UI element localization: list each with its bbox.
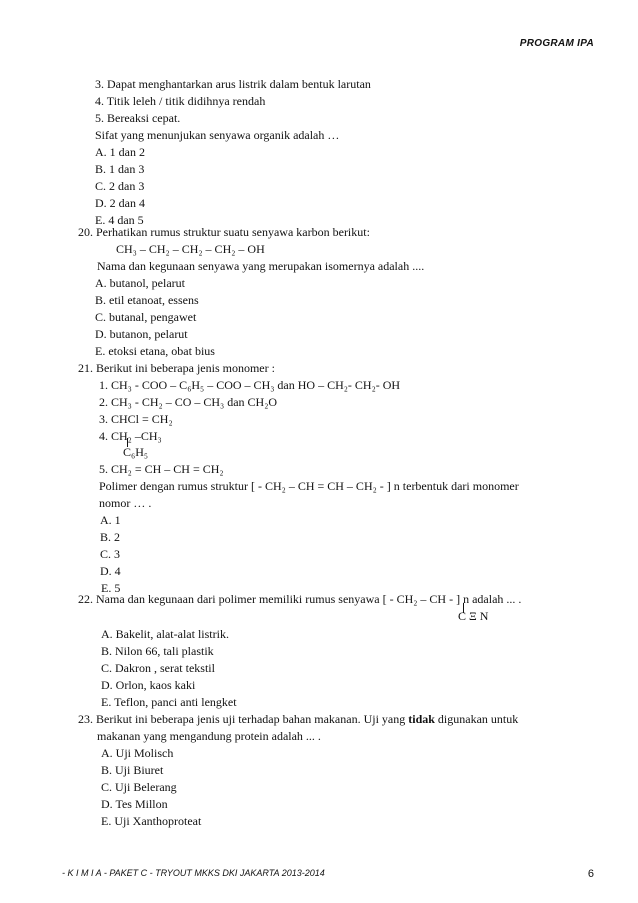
- q20-option-b: B. etil etanoat, essens: [95, 293, 199, 307]
- q21-monomer-4-branch: C₆H₅: [123, 445, 149, 459]
- q23-option-e: E. Uji Xanthoproteat: [101, 814, 202, 828]
- page-footer: [62, 868, 594, 878]
- q20-option-e: E. etoksi etana, obat bius: [95, 344, 215, 358]
- q23-stem-part-2: digunakan untuk: [434, 712, 519, 726]
- q23-option-b: B. Uji Biuret: [101, 763, 164, 777]
- q21-option-b: B. 2: [100, 530, 121, 544]
- q21-option-a: A. 1: [100, 513, 121, 527]
- q22-option-d: D. Orlon, kaos kaki: [101, 678, 196, 692]
- q19-item-4: 4. Titik leleh / titik didihnya rendah: [95, 94, 266, 108]
- q19-option-e: E. 4 dan 5: [95, 213, 144, 227]
- q21-option-d: D. 4: [100, 564, 121, 578]
- q23-stem-emphasis: tidak: [408, 712, 435, 726]
- q21-monomer-5: 5. CH₂ = CH – CH = CH₂: [99, 462, 224, 476]
- q21-monomer-4: 4. CH₂ –CH₃: [99, 429, 162, 443]
- q23-stem-line-2: makanan yang mengandung protein adalah ... .: [97, 729, 321, 743]
- q20-option-d: D. butanon, pelarut: [95, 327, 188, 341]
- q20-stem: 20. Perhatikan rumus struktur suatu senyawa karbon berikut:: [78, 225, 370, 239]
- q20-option-c: C. butanal, pengawet: [95, 310, 197, 324]
- q23-stem-part-1: 23. Berikut ini beberapa jenis uji terhadap bahan makanan. Uji yang: [78, 712, 409, 726]
- q21-monomer-2: 2. CH₃ - CH₂ – CO – CH₃ dan CH₂O: [99, 395, 278, 409]
- q21-stem: 21. Berikut ini beberapa jenis monomer :: [78, 361, 275, 375]
- q19-item-5: 5. Bereaksi cepat.: [95, 111, 181, 125]
- q21-option-c: C. 3: [100, 547, 121, 561]
- q19-option-b: B. 1 dan 3: [95, 162, 145, 176]
- q20-option-a: A. butanol, pelarut: [95, 276, 185, 290]
- q23-option-d: D. Tes Millon: [101, 797, 168, 811]
- q22-option-a: A. Bakelit, alat-alat listrik.: [101, 627, 229, 641]
- q23-stem: [78, 712, 518, 726]
- q22-option-e: E. Teflon, panci anti lengket: [101, 695, 237, 709]
- q19-option-d: D. 2 dan 4: [95, 196, 145, 210]
- q22-stem: 22. Nama dan kegunaan dari polimer memiliki rumus senyawa [ - CH₂ – CH - ] n adalah ... .: [78, 592, 522, 606]
- q20-prompt: Nama dan kegunaan senyawa yang merupakan isomernya adalah ....: [97, 259, 425, 273]
- q19-prompt: Sifat yang menunjukan senyawa organik adalah …: [95, 128, 340, 142]
- q21-monomer-3: 3. CHCl = CH₂: [99, 412, 173, 426]
- q23-option-c: C. Uji Belerang: [101, 780, 177, 794]
- q21-option-e: E. 5: [101, 581, 121, 595]
- q23-option-a: A. Uji Molisch: [101, 746, 174, 760]
- q21-prompt-line-2: nomor … .: [99, 496, 152, 510]
- footer-text: - K I M I A - PAKET C - TRYOUT MKKS DKI JAKARTA 2013-2014: [62, 868, 325, 878]
- q19-item-3: 3. Dapat menghantarkan arus listrik dalam bentuk larutan: [95, 77, 371, 91]
- q19-option-c: C. 2 dan 3: [95, 179, 145, 193]
- q21-monomer-1: 1. CH₃ - COO – C₆H₅ – COO – CH₃ dan HO – CH₂- CH₂- OH: [99, 378, 401, 392]
- program-header: PROGRAM IPA: [519, 38, 594, 49]
- q20-formula: CH₃ – CH₂ – CH₂ – CH₂ – OH: [116, 242, 265, 256]
- q22-option-c: C. Dakron , serat tekstil: [101, 661, 215, 675]
- page-number: 6: [587, 868, 594, 880]
- q22-branch: C Ξ N: [458, 609, 489, 623]
- q22-option-b: B. Nilon 66, tali plastik: [101, 644, 214, 658]
- q19-option-a: A. 1 dan 2: [95, 145, 145, 159]
- q21-prompt-line-1: Polimer dengan rumus struktur [ - CH₂ – CH = CH – CH₂ - ] n terbentuk dari monomer: [99, 479, 519, 493]
